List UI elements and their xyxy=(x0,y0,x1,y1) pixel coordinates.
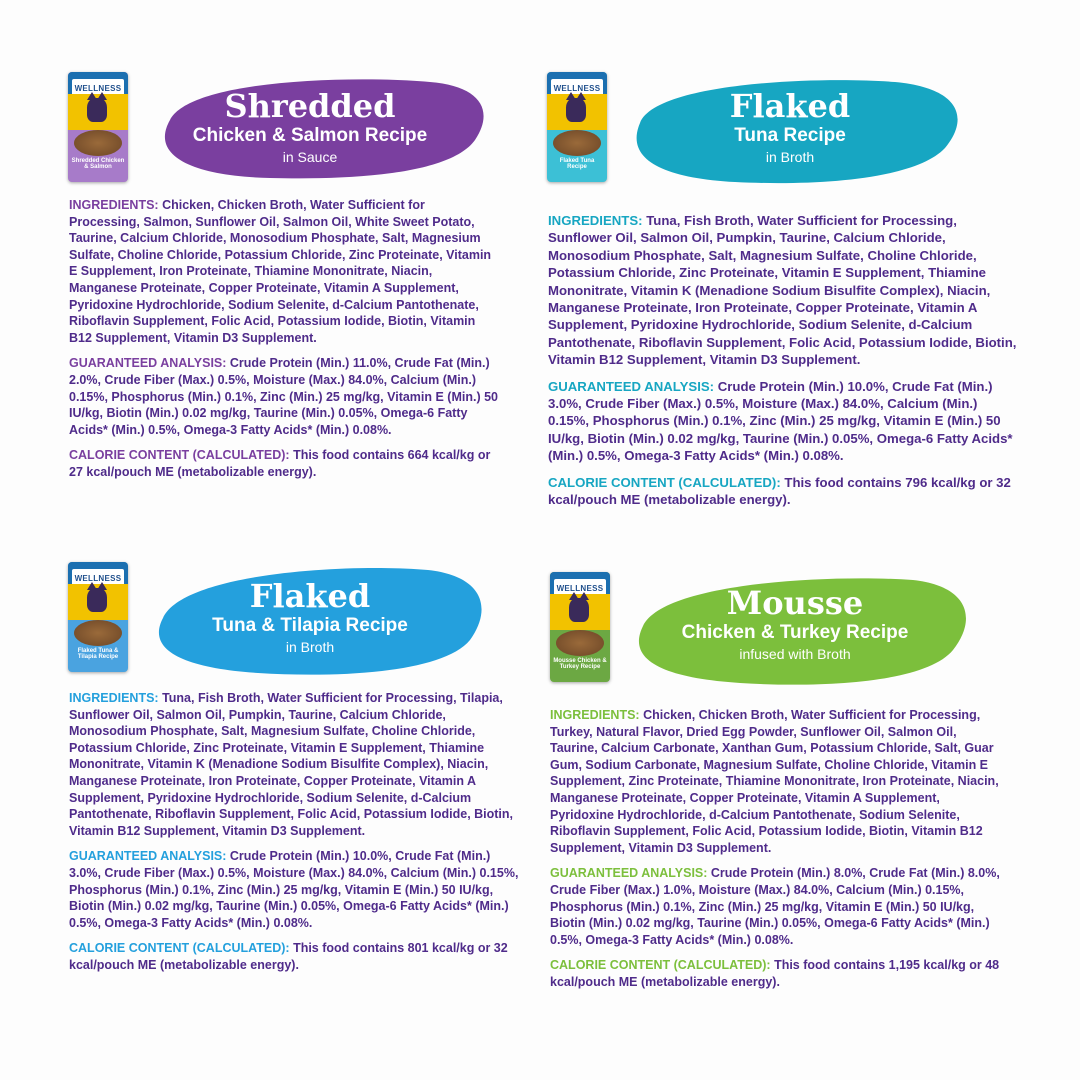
ingredients-label: INGREDIENTS: xyxy=(550,708,640,722)
cat-icon xyxy=(87,98,107,122)
cat-icon xyxy=(569,598,589,622)
calorie-text: This food contains 664 kcal/kg or 27 kcal/pouch ME (metabolizable energy). xyxy=(69,448,491,479)
food-bowl-icon xyxy=(74,130,122,156)
product-pouch-image xyxy=(550,572,610,682)
analysis-label: GUARANTEED ANALYSIS: xyxy=(548,378,715,394)
ingredients-label: INGREDIENTS: xyxy=(69,198,159,212)
pouch-name: Mousse Chicken & Turkey Recipe xyxy=(553,658,607,670)
title-block xyxy=(640,585,950,663)
food-bowl-icon xyxy=(553,130,601,156)
cat-icon xyxy=(87,588,107,612)
product-subtitle: Tuna Recipe xyxy=(734,125,846,146)
product-shredded-chicken-salmon xyxy=(0,0,540,540)
product-flaked-tuna-tilapia xyxy=(0,540,540,1080)
calorie-text: This food contains 796 kcal/kg or 32 kcal/pouch ME (metabolizable energy). xyxy=(548,474,1011,508)
analysis-paragraph xyxy=(69,848,519,931)
ingredients-text: Chicken, Chicken Broth, Water Sufficient for Processing, Turkey, Natural Flavor, Dried Egg Powder, Sunflower Oil, Salmon Oil, Taurine, Calcium Carbonate, Xanthan Gum, Potassium Chloride, Salt, Guar Gum, Sodium Carbonate, Magnesium Sulfate, Choline Chloride, Vitamin E Supplement, Zinc Proteinate, Thiamine Mononitrate, Iron Proteinate, Niacin, Manganese Proteinate, Copper Proteinate, Vitamin A Supplement, Pyridoxine Hydrochloride, d-Calcium Pantothenate, Sodium Selenite, Riboflavin Supplement, Folic Acid, Potassium Iodide, Biotin, Vitamin B12 Supplement, Vitamin D3 Supplement. xyxy=(550,708,999,855)
calorie-label: CALORIE CONTENT (CALCULATED): xyxy=(550,958,771,973)
ingredients-label: INGREDIENTS: xyxy=(548,213,643,228)
product-style: in Sauce xyxy=(282,149,338,165)
pouch-name: Flaked Tuna & Tilapia Recipe xyxy=(77,648,119,660)
product-pouch-image xyxy=(68,72,128,182)
product-flaked-tuna xyxy=(540,0,1080,540)
ingredients-label: INGREDIENTS: xyxy=(69,691,159,705)
product-style: in Broth xyxy=(765,149,815,165)
pouch-brand: WELLNESS xyxy=(551,79,603,99)
analysis-paragraph xyxy=(69,355,499,438)
analysis-text: Crude Protein (Min.) 11.0%, Crude Fat (Min.) 2.0%, Crude Fiber (Max.) 0.5%, Moisture (Max.) 84.0%, Calcium (Min.) 0.15%, Phosphorus (Min.) 0.1%, Zinc (Min.) 25 mg/kg, Vitamin E (Min.) 50 IU/kg, Biotin (Min.) 0.02 mg/kg, Taurine (Min.) 0.05%, Omega-6 Fatty Acids* (Min.) 0.5%, Omega-3 Fatty Acids* (Min.) 0.08%. xyxy=(69,356,499,437)
pouch-brand: WELLNESS xyxy=(72,79,124,99)
calorie-text: This food contains 801 kcal/kg or 32 kcal/pouch ME (metabolizable energy). xyxy=(69,941,508,972)
product-title: Flaked xyxy=(249,577,371,615)
title-block xyxy=(160,578,460,656)
pouch-name: Flaked Tuna Recipe xyxy=(559,158,595,170)
analysis-text: Crude Protein (Min.) 10.0%, Crude Fat (Min.) 3.0%, Crude Fiber (Max.) 0.5%, Moisture (Max.) 84.0%, Calcium (Min.) 0.15%, Phosphorus (Min.) 0.1%, Zinc (Min.) 25 mg/kg, Vitamin E (Min.) 50 IU/kg, Biotin (Min.) 0.02 mg/kg, Taurine (Min.) 0.05%, Omega-6 Fatty Acids* (Min.) 0.5%, Omega-3 Fatty Acids* (Min.) 0.08%. xyxy=(548,378,1013,464)
calorie-text: This food contains 1,195 kcal/kg or 48 kcal/pouch ME (metabolizable energy). xyxy=(550,958,1000,989)
cat-icon xyxy=(566,98,586,122)
analysis-label: GUARANTEED ANALYSIS: xyxy=(550,866,708,881)
ingredients-paragraph xyxy=(550,707,1000,856)
analysis-text: Crude Protein (Min.) 8.0%, Crude Fat (Min.) 8.0%, Crude Fiber (Max.) 1.0%, Moisture (Max.) 84.0%, Calcium (Min.) 0.15%, Phosphorus (Min.) 0.1%, Zinc (Min.) 25 mg/kg, Vitamin E (Min.) 50 IU/kg, Biotin (Min.) 0.02 mg/kg, Taurine (Min.) 0.05%, Omega-6 Fatty Acids* (Min.) 0.5%, Omega-3 Fatty Acids* (Min.) 0.08%. xyxy=(550,866,1000,947)
food-bowl-icon xyxy=(556,630,604,656)
calorie-label: CALORIE CONTENT (CALCULATED): xyxy=(69,448,290,463)
analysis-text: Crude Protein (Min.) 10.0%, Crude Fat (Min.) 3.0%, Crude Fiber (Max.) 0.5%, Moisture (Max.) 84.0%, Calcium (Min.) 0.15%, Phosphorus (Min.) 0.1%, Zinc (Min.) 25 mg/kg, Vitamin E (Min.) 50 IU/kg, Biotin (Min.) 0.02 mg/kg, Taurine (Min.) 0.05%, Omega-6 Fatty Acids* (Min.) 0.5%, Omega-3 Fatty Acids* (Min.) 0.08%. xyxy=(69,849,519,930)
nutrition-text xyxy=(548,212,1018,518)
product-subtitle: Tuna & Tilapia Recipe xyxy=(212,615,408,636)
product-title: Mousse xyxy=(726,584,864,622)
product-mousse-chicken-turkey xyxy=(540,540,1080,1080)
product-style: in Broth xyxy=(285,639,335,655)
product-title: Shredded xyxy=(224,87,396,125)
nutrition-text xyxy=(550,707,1000,1000)
ingredients-paragraph xyxy=(69,197,499,346)
analysis-paragraph xyxy=(550,865,1000,948)
product-title: Flaked xyxy=(729,87,851,125)
ingredients-paragraph xyxy=(69,690,519,839)
ingredients-text: Tuna, Fish Broth, Water Sufficient for Processing, Sunflower Oil, Salmon Oil, Pumpkin, Taurine, Calcium Chloride, Monosodium Phosphate, Salt, Magnesium Sulfate, Choline Chloride, Potassium Chloride, Zinc Proteinate, Vitamin E Supplement, Thiamine Mononitrate, Vitamin K (Menadione Sodium Bisulfite Complex), Niacin, Manganese Proteinate, Iron Proteinate, Copper Proteinate, Vitamin A Supplement, Pyridoxine Hydrochloride, Sodium Selenite, d-Calcium Pantothenate, Riboflavin Supplement, Folic Acid, Potassium Iodide, Biotin, Vitamin B12 Supplement, Vitamin D3 Supplement. xyxy=(548,213,1017,368)
product-pouch-image xyxy=(68,562,128,672)
product-subtitle: Chicken & Salmon Recipe xyxy=(192,125,428,146)
food-bowl-icon xyxy=(74,620,122,646)
analysis-label: GUARANTEED ANALYSIS: xyxy=(69,849,227,864)
product-subtitle: Chicken & Turkey Recipe xyxy=(681,622,909,643)
product-style: infused with Broth xyxy=(739,646,851,662)
nutrition-text xyxy=(69,690,519,983)
calorie-paragraph xyxy=(548,474,1018,509)
pouch-name: Shredded Chicken & Salmon xyxy=(71,158,125,170)
product-pouch-image xyxy=(547,72,607,182)
analysis-paragraph xyxy=(548,378,1018,465)
calorie-label: CALORIE CONTENT (CALCULATED): xyxy=(548,474,781,490)
ingredients-text: Tuna, Fish Broth, Water Sufficient for Processing, Tilapia, Sunflower Oil, Salmon Oil, Pumpkin, Taurine, Calcium Chloride, Monosodium Phosphate, Salt, Magnesium Sulfate, Choline Chloride, Potassium Chloride, Zinc Proteinate, Vitamin E Supplement, Thiamine Mononitrate, Vitamin K (Menadione Sodium Bisulfite Complex), Niacin, Manganese Proteinate, Iron Proteinate, Copper Proteinate, Vitamin A Supplement, Pyridoxine Hydrochloride, Sodium Selenite, d-Calcium Pantothenate, Riboflavin Supplement, Folic Acid, Potassium Iodide, Biotin, Vitamin B12 Supplement, Vitamin D3 Supplement. xyxy=(69,691,514,838)
title-block xyxy=(160,88,460,166)
ingredients-paragraph xyxy=(548,212,1018,369)
pouch-brand: WELLNESS xyxy=(554,579,606,599)
title-block xyxy=(635,88,945,166)
ingredients-text: Chicken, Chicken Broth, Water Sufficient for Processing, Salmon, Sunflower Oil, Salmon Oil, White Sweet Potato, Taurine, Calcium Chloride, Monosodium Phosphate, Salt, Magnesium Sulfate, Choline Chloride, Potassium Chloride, Zinc Proteinate, Vitamin E Supplement, Iron Proteinate, Thiamine Mononitrate, Niacin, Manganese Proteinate, Copper Proteinate, Vitamin A Supplement, Pyridoxine Hydrochloride, Sodium Selenite, d-Calcium Pantothenate, Riboflavin Supplement, Folic Acid, Potassium Iodide, Biotin, Vitamin B12 Supplement, Vitamin D3 Supplement. xyxy=(69,198,492,345)
nutrition-text xyxy=(69,197,499,490)
analysis-label: GUARANTEED ANALYSIS: xyxy=(69,356,227,371)
calorie-paragraph xyxy=(69,940,519,973)
calorie-paragraph xyxy=(550,957,1000,990)
pouch-brand: WELLNESS xyxy=(72,569,124,589)
calorie-paragraph xyxy=(69,447,499,480)
calorie-label: CALORIE CONTENT (CALCULATED): xyxy=(69,941,290,956)
